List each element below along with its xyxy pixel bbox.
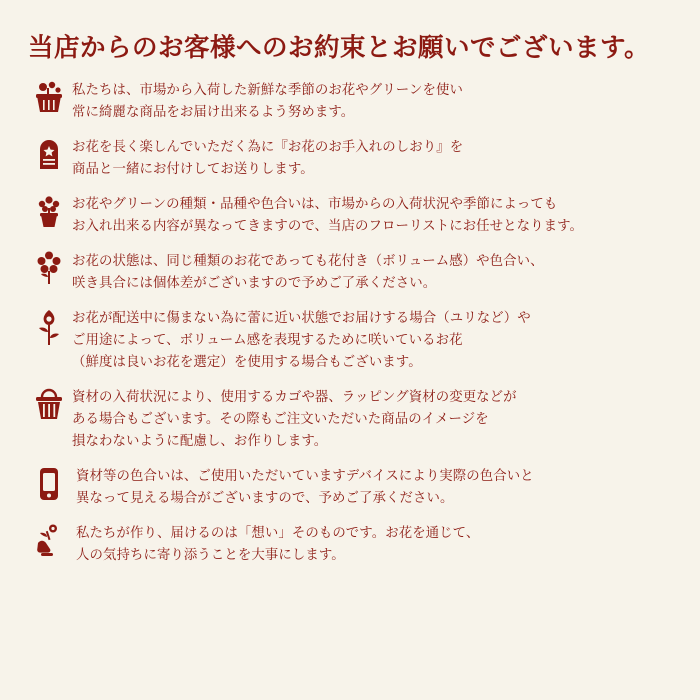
single-flower-icon	[26, 249, 72, 285]
text-line: お花が配送中に傷まない為に蕾に近い状態でお届けする場合（ユリなど）や	[72, 310, 531, 325]
text-line: 私たちが作り、届けるのは「想い」そのものです。お花を通じて、	[76, 525, 480, 540]
text-line: お入れ出来る内容が異なってきますので、当店のフローリストにお任せとなります。	[72, 218, 584, 233]
text-line: 異なって見える場合がございますので、予めご了承ください。	[76, 490, 454, 505]
text-line: （鮮度は良いお花を選定）を使用する場合もございます。	[72, 354, 422, 369]
text-line: 咲き具合には個体差がございますので予めご了承ください。	[72, 275, 437, 290]
text-line: 資材の入荷状況により、使用するカゴや器、ラッピング資材の変更などが	[72, 389, 517, 404]
list-item	[26, 464, 674, 509]
text-line: 私たちは、市場から入荷した新鮮な季節のお花やグリーンを使い	[72, 82, 463, 97]
text-line: ある場合もございます。その際もご注文いただいた商品のイメージを	[72, 411, 489, 426]
text-line: 資材等の色合いは、ご使用いただいていますデバイスにより実際の色合いと	[76, 468, 534, 483]
list-item-text	[72, 385, 674, 452]
promise-list	[26, 78, 674, 566]
list-item	[26, 385, 674, 452]
list-item-text	[72, 249, 674, 294]
list-item	[26, 306, 674, 373]
care-guide-tag-icon	[26, 135, 72, 171]
bud-flower-icon	[26, 306, 72, 348]
list-item	[26, 192, 674, 237]
list-item	[26, 78, 674, 123]
text-line: お花やグリーンの種類・品種や色合いは、市場からの入荷状況や季節によっても	[72, 196, 558, 211]
list-item-text	[72, 521, 674, 566]
potted-bouquet-icon	[26, 192, 72, 228]
list-item	[26, 249, 674, 294]
list-item-text	[72, 192, 674, 237]
text-line: お花を長く楽しんでいただく為に『お花のお手入れのしおり』を	[72, 139, 464, 154]
text-line: 商品と一緒にお付けしてお送りします。	[72, 161, 314, 176]
text-line: 損なわないように配慮し、お作りします。	[72, 433, 328, 448]
smartphone-icon	[26, 464, 72, 502]
text-line: 人の気持ちに寄り添うことを大事にします。	[76, 547, 345, 562]
list-item-text	[72, 464, 674, 509]
flower-basket-icon	[26, 78, 72, 114]
list-item-text	[72, 78, 674, 123]
page-title: 当店からのお客様へのお約束とお願いでございます。	[28, 34, 650, 62]
list-item	[26, 135, 674, 180]
text-line: お花の状態は、同じ種類のお花であっても花付き（ボリューム感）や色合い、	[72, 253, 544, 268]
text-line: ご用途によって、ボリューム感を表現するために咲いているお花	[72, 332, 463, 347]
list-item-text	[72, 306, 674, 373]
basket-icon	[26, 385, 72, 421]
text-line: 常に綺麗な商品をお届け出来るよう努めます。	[72, 104, 355, 119]
list-item	[26, 521, 674, 566]
list-item-text	[72, 135, 674, 180]
hand-flower-icon	[26, 521, 72, 559]
